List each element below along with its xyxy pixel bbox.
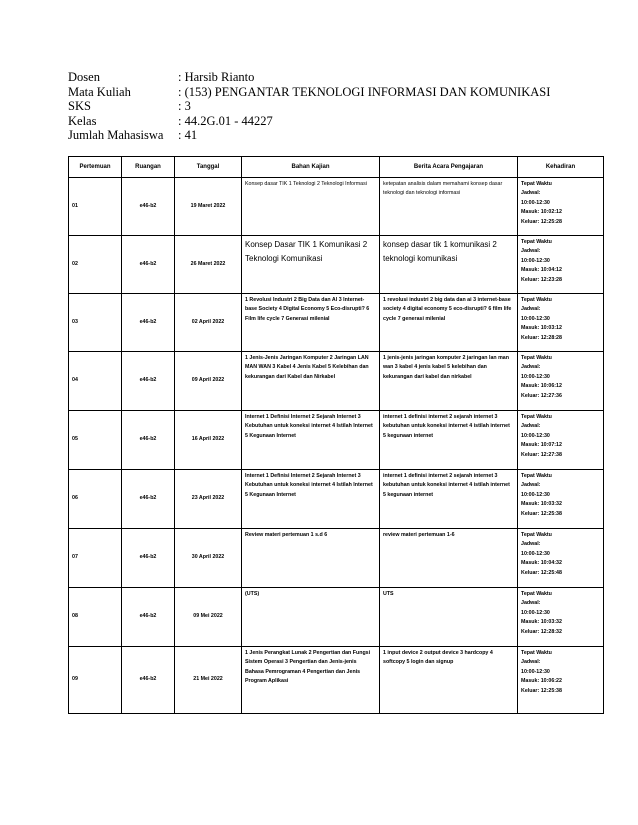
berita-acara-cell: ketepatan analisis dalam memahami konsep dasar teknologi dan teknologi informasi: [380, 178, 518, 236]
berita-acara-cell: konsep dasar tik 1 komunikasi 2 teknologi komunikasi: [380, 236, 518, 294]
mata-kuliah-label: Mata Kuliah: [68, 84, 131, 99]
kehadiran-line: Masuk: 10:03:32: [521, 619, 562, 626]
mata-kuliah-value: : (153) PENGANTAR TEKNOLOGI INFORMASI DAN KOMUNIKASI: [178, 84, 551, 99]
table-body: [69, 178, 604, 714]
pertemuan-cell: 03: [69, 294, 122, 352]
kehadiran-line: Masuk: 10:04:32: [521, 560, 562, 567]
kehadiran-line: Tepat Waktu: [521, 239, 552, 245]
info-row-dosen: [68, 70, 550, 85]
ruangan-cell: e46-b2: [122, 647, 175, 714]
kehadiran-line: 10:00-12:30: [521, 668, 550, 675]
tanggal-cell: 19 Maret 2022: [175, 178, 242, 236]
tanggal-cell: 09 Mei 2022: [175, 588, 242, 647]
pertemuan-cell: 06: [69, 470, 122, 529]
ruangan-cell: e46-b2: [122, 529, 175, 588]
berita-acara-cell: 1 input device 2 output device 3 hardcopy 4 softcopy 5 login dan signup: [380, 647, 518, 714]
course-info: [68, 70, 550, 143]
pertemuan-cell: 05: [69, 411, 122, 470]
table-row: [69, 352, 604, 411]
kehadiran-line: Keluar: 12:28:32: [521, 628, 562, 635]
berita-acara-cell: internet 1 definisi internet 2 sejarah internet 3 kebutuhan untuk koneksi internet 4 istilah internet 5 kegunaan internet: [380, 470, 518, 529]
bahan-kajian-cell: (UTS): [242, 588, 380, 647]
attendance-table: [68, 156, 604, 714]
header-berita-acara: Berita Acara Pengajaran: [380, 157, 518, 178]
kehadiran-line: Masuk: 10:07:12: [521, 442, 562, 449]
info-row-mata-kuliah: [68, 85, 550, 100]
tanggal-cell: 30 April 2022: [175, 529, 242, 588]
kehadiran-line: 10:00-12:30: [521, 550, 550, 557]
pertemuan-cell: 08: [69, 588, 122, 647]
table-row: [69, 588, 604, 647]
kehadiran-line: Keluar: 12:25:48: [521, 569, 562, 576]
ruangan-cell: e46-b2: [122, 236, 175, 294]
ruangan-cell: e46-b2: [122, 352, 175, 411]
kehadiran-line: Jadwal:: [521, 541, 541, 548]
kehadiran-line: Masuk: 10:06:12: [521, 383, 562, 390]
kehadiran-line: Keluar: 12:25:28: [521, 218, 562, 225]
berita-acara-cell: internet 1 definisi internet 2 sejarah internet 3 kebutuhan untuk koneksi internet 4 istilah internet 5 kegunaan internet: [380, 411, 518, 470]
tanggal-cell: 02 April 2022: [175, 294, 242, 352]
kehadiran-cell: [518, 411, 604, 470]
kehadiran-line: Tepat Waktu: [521, 473, 552, 479]
kehadiran-line: Jadwal:: [521, 482, 541, 489]
bahan-kajian-cell: 1 Jenis Perangkat Lunak 2 Pengertian dan Fungsi Sistem Operasi 3 Pengertian dan Jenis-jenis Bahasa Pemrograman 4 Pengertian dan Jenis Program Aplikasi: [242, 647, 380, 714]
pertemuan-cell: 09: [69, 647, 122, 714]
kehadiran-cell: [518, 294, 604, 352]
pertemuan-cell: 01: [69, 178, 122, 236]
kehadiran-line: 10:00-12:30: [521, 257, 550, 264]
berita-acara-cell: review materi pertemuan 1-6: [380, 529, 518, 588]
berita-acara-cell: 1 jenis-jenis jaringan komputer 2 jaringan lan man wan 3 kabel 4 jenis kabel 5 kelebihan dan kekurangan dari kabel dan nirkabel: [380, 352, 518, 411]
kehadiran-line: Jadwal:: [521, 659, 541, 666]
bahan-kajian-cell: Review materi pertemuan 1 s.d 6: [242, 529, 380, 588]
kelas-label: Kelas: [68, 113, 97, 128]
bahan-kajian-cell: Internet 1 Definisi Internet 2 Sejarah Internet 3 Kebutuhan untuk koneksi internet 4 Istilah Internet 5 Kegunaan Internet: [242, 411, 380, 470]
table-row: [69, 294, 604, 352]
header-bahan-kajian: Bahan Kajian: [242, 157, 380, 178]
ruangan-cell: e46-b2: [122, 411, 175, 470]
bahan-kajian-cell: 1 Jenis-Jenis Jaringan Komputer 2 Jaringan LAN MAN WAN 3 Kabel 4 Jenis Kabel 5 Kelebihan dan kekurangan dari Kabel dan Nirkabel: [242, 352, 380, 411]
tanggal-cell: 09 April 2022: [175, 352, 242, 411]
tanggal-cell: 21 Mei 2022: [175, 647, 242, 714]
table-row: [69, 470, 604, 529]
pertemuan-cell: 04: [69, 352, 122, 411]
ruangan-cell: e46-b2: [122, 588, 175, 647]
kehadiran-line: Tepat Waktu: [521, 297, 552, 303]
kelas-value: : 44.2G.01 - 44227: [178, 113, 273, 128]
kehadiran-line: Jadwal:: [521, 306, 541, 313]
kehadiran-line: Masuk: 10:06:22: [521, 678, 562, 685]
kehadiran-cell: [518, 647, 604, 714]
ruangan-cell: e46-b2: [122, 470, 175, 529]
table-row: [69, 411, 604, 470]
table-row: [69, 236, 604, 294]
header-tanggal: Tanggal: [175, 157, 242, 178]
table-row: [69, 178, 604, 236]
tanggal-cell: 23 April 2022: [175, 470, 242, 529]
kehadiran-cell: [518, 529, 604, 588]
bahan-kajian-cell: Konsep dasar TIK 1 Teknologi 2 Teknologi Informasi: [242, 178, 380, 236]
kehadiran-line: Jadwal:: [521, 364, 541, 371]
kehadiran-line: Jadwal:: [521, 423, 541, 430]
kehadiran-line: Tepat Waktu: [521, 650, 552, 656]
kehadiran-line: Keluar: 12:23:28: [521, 276, 562, 283]
kehadiran-line: 10:00-12:30: [521, 491, 550, 498]
dosen-label: Dosen: [68, 70, 100, 84]
header-pertemuan: Pertemuan: [69, 157, 122, 178]
info-row-kelas: [68, 114, 550, 129]
kehadiran-line: Masuk: 10:04:12: [521, 267, 562, 274]
table-row: [69, 529, 604, 588]
kehadiran-line: Tepat Waktu: [521, 532, 552, 538]
tanggal-cell: 16 April 2022: [175, 411, 242, 470]
kehadiran-line: 10:00-12:30: [521, 432, 550, 439]
tanggal-cell: 26 Maret 2022: [175, 236, 242, 294]
info-row-sks: [68, 99, 550, 114]
berita-acara-cell: 1 revolusi industri 2 big data dan ai 3 internet-base society 4 digital economy 5 eco-disrupti? 6 film life cycle 7 generasi milenial: [380, 294, 518, 352]
kehadiran-cell: [518, 470, 604, 529]
kehadiran-line: Jadwal:: [521, 190, 541, 197]
ruangan-cell: e46-b2: [122, 178, 175, 236]
header-ruangan: Ruangan: [122, 157, 175, 178]
kehadiran-line: 10:00-12:30: [521, 199, 550, 206]
kehadiran-cell: [518, 588, 604, 647]
table-header-row: [69, 157, 604, 178]
kehadiran-line: Jadwal:: [521, 248, 541, 255]
kehadiran-line: Masuk: 10:02:12: [521, 209, 562, 216]
sks-value: : 3: [178, 99, 191, 114]
sks-label: SKS: [68, 99, 91, 114]
header-kehadiran: Kehadiran: [518, 157, 604, 178]
jumlah-mahasiswa-value: : 41: [178, 128, 198, 143]
kehadiran-line: Jadwal:: [521, 600, 541, 607]
bahan-kajian-cell: 1 Revolusi Industri 2 Big Data dan AI 3 Internet-base Society 4 Digital Economy 5 Eco-disrupti? 6 Film life cycle 7 Generasi milenial: [242, 294, 380, 352]
kehadiran-cell: [518, 236, 604, 294]
kehadiran-line: 10:00-12:30: [521, 315, 550, 322]
kehadiran-line: Keluar: 12:28:28: [521, 334, 562, 341]
kehadiran-line: Keluar: 12:25:38: [521, 687, 562, 694]
ruangan-cell: e46-b2: [122, 294, 175, 352]
berita-acara-cell: UTS: [380, 588, 518, 647]
kehadiran-line: Masuk: 10:03:32: [521, 501, 562, 508]
info-row-jumlah: [68, 128, 550, 143]
kehadiran-line: Keluar: 12:27:38: [521, 451, 562, 458]
kehadiran-line: Tepat Waktu: [521, 181, 552, 187]
table-row: [69, 647, 604, 714]
dosen-value: : Harsib Rianto: [178, 70, 255, 84]
kehadiran-line: Tepat Waktu: [521, 591, 552, 597]
pertemuan-cell: 07: [69, 529, 122, 588]
bahan-kajian-cell: Internet 1 Definisi Internet 2 Sejarah Internet 3 Kebutuhan untuk koneksi internet 4 Istilah Internet 5 Kegunaan Internet: [242, 470, 380, 529]
pertemuan-cell: 02: [69, 236, 122, 294]
kehadiran-line: 10:00-12:30: [521, 609, 550, 616]
kehadiran-line: Tepat Waktu: [521, 414, 552, 420]
kehadiran-line: Keluar: 12:27:36: [521, 392, 562, 399]
kehadiran-cell: [518, 178, 604, 236]
kehadiran-cell: [518, 352, 604, 411]
kehadiran-line: Keluar: 12:25:38: [521, 510, 562, 517]
bahan-kajian-cell: Konsep Dasar TIK 1 Komunikasi 2 Teknologi Komunikasi: [242, 236, 380, 294]
kehadiran-line: Masuk: 10:03:12: [521, 325, 562, 332]
jumlah-mahasiswa-label: Jumlah Mahasiswa: [68, 128, 164, 143]
kehadiran-line: 10:00-12:30: [521, 373, 550, 380]
kehadiran-line: Tepat Waktu: [521, 355, 552, 361]
